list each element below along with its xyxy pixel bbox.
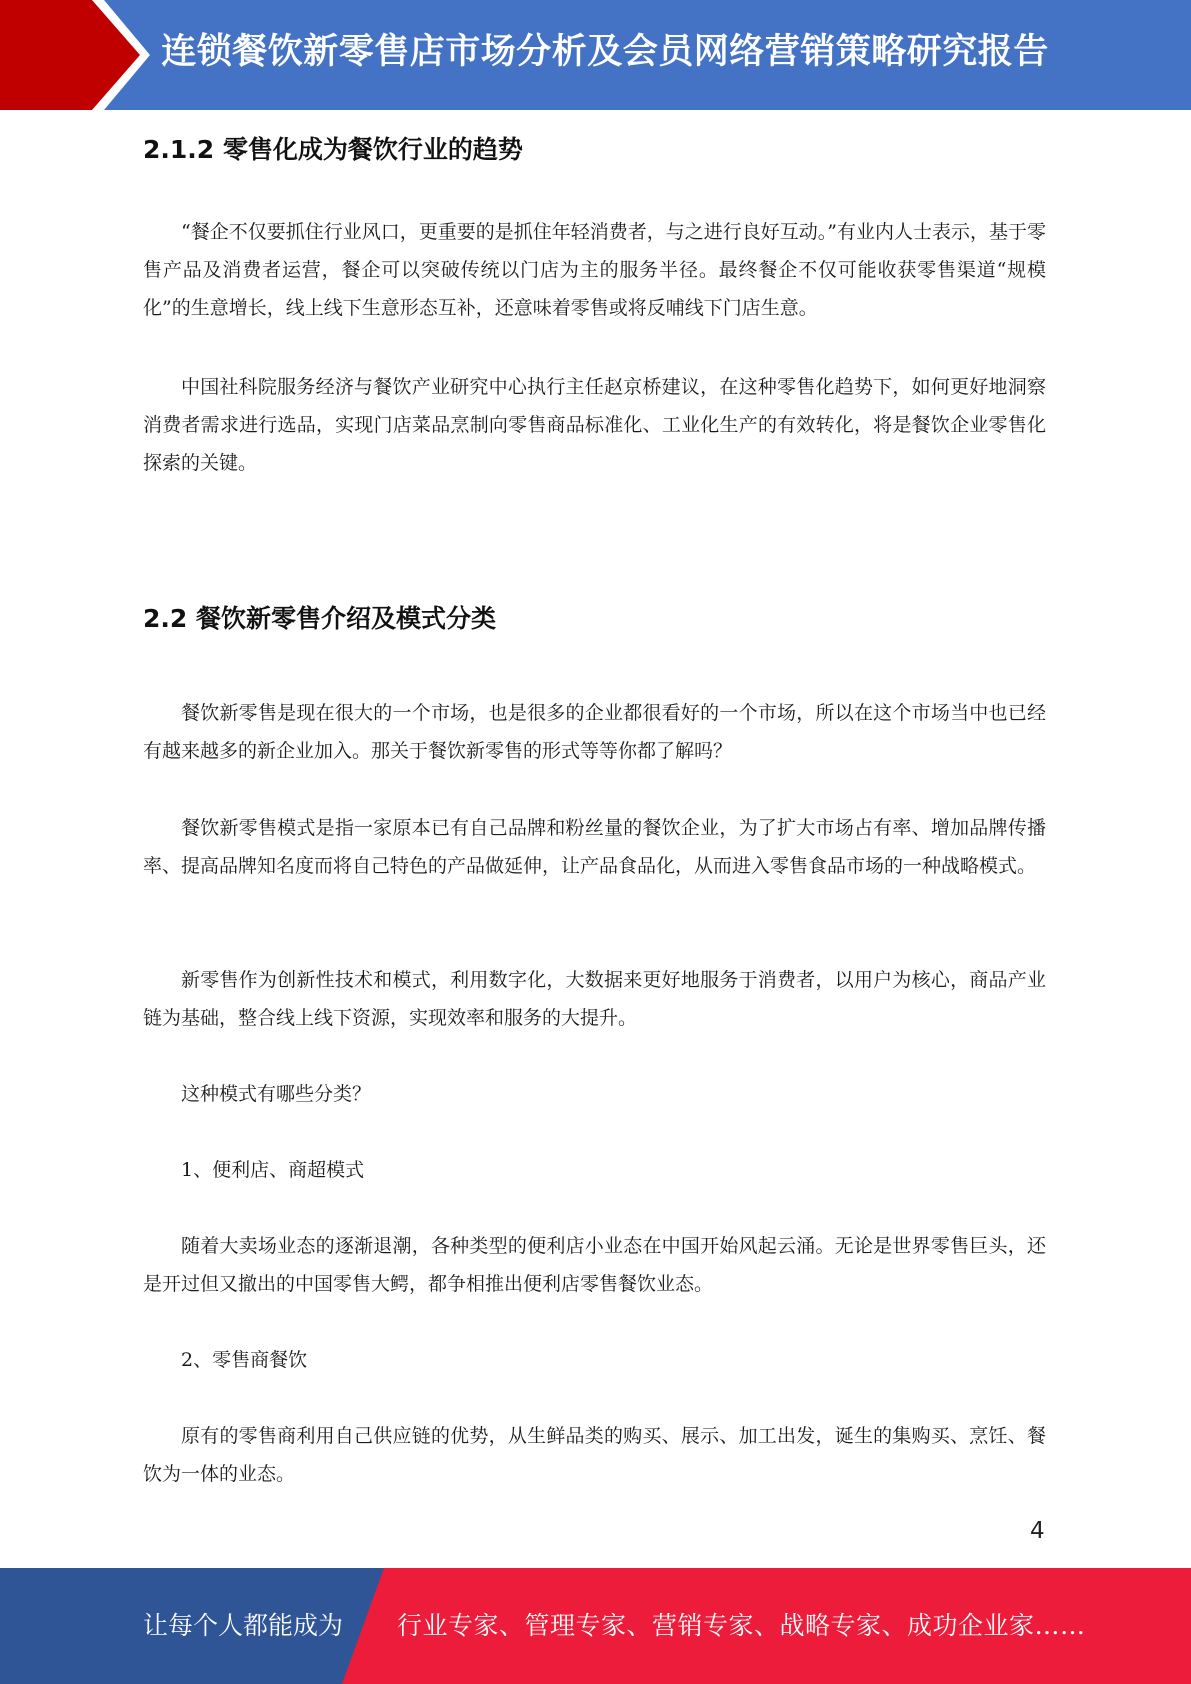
header-banner	[0, 0, 1191, 110]
header-arrow-decoration	[0, 0, 150, 110]
paragraph: 餐饮新零售是现在很大的一个市场，也是很多的企业都很看好的一个市场，所以在这个市场当中也已经有越来越多的新企业加入。那关于餐饮新零售的形式等等你都了解吗？	[143, 702, 1046, 762]
footer-banner	[0, 1568, 1191, 1684]
paragraph: 这种模式有哪些分类？	[181, 1083, 372, 1105]
list-heading: 2、零售商餐饮	[181, 1349, 308, 1371]
paragraph: 随着大卖场业态的逐渐退潮，各种类型的便利店小业态在中国开始风起云涌。无论是世界零售巨头，还是开过但又撤出的中国零售大鳄，都争相推出便利店零售餐饮业态。	[143, 1235, 1046, 1295]
paragraph: 新零售作为创新性技术和模式，利用数字化，大数据来更好地服务于消费者，以用户为核心，商品产业链为基础，整合线上线下资源，实现效率和服务的大提升。	[143, 969, 1046, 1029]
paragraph: 原有的零售商利用自己供应链的优势，从生鲜品类的购买、展示、加工出发，诞生的集购买、烹饪、餐饮为一体的业态。	[143, 1425, 1046, 1485]
section-heading-2-1-2: 2.1.2 零售化成为餐饮行业的趋势	[143, 135, 523, 164]
page-number: 4	[1030, 1518, 1045, 1544]
list-heading: 1、便利店、商超模式	[181, 1159, 365, 1181]
paragraph: 餐饮新零售模式是指一家原本已有自己品牌和粉丝量的餐饮企业，为了扩大市场占有率、增加品牌传播率、提高品牌知名度而将自己特色的产品做延伸，让产品食品化，从而进入零售食品市场的一种战略模式。	[143, 817, 1046, 877]
footer-slogan-left: 让每个人都能成为	[143, 1611, 344, 1640]
paragraph: 中国社科院服务经济与餐饮产业研究中心执行主任赵京桥建议，在这种零售化趋势下，如何更好地洞察消费者需求进行选品，实现门店菜品烹制向零售商品标准化、工业化生产的有效转化，将是餐饮企业零售化探索的关键。	[143, 376, 1046, 474]
footer-slogan-right: 行业专家、管理专家、营销专家、战略专家、成功企业家……	[397, 1611, 1086, 1640]
section-heading-2-2: 2.2 餐饮新零售介绍及模式分类	[143, 604, 496, 633]
paragraph: “餐企不仅要抓住行业风口，更重要的是抓住年轻消费者，与之进行良好互动。”有业内人士表示，基于零售产品及消费者运营，餐企可以突破传统以门店为主的服务半径。最终餐企不仅可能收获零售渠道“规模化”的生意增长，线上线下生意形态互补，还意味着零售或将反哺线下门店生意。	[143, 221, 1046, 319]
report-title: 连锁餐饮新零售店市场分析及会员网络营销策略研究报告	[161, 32, 1049, 72]
